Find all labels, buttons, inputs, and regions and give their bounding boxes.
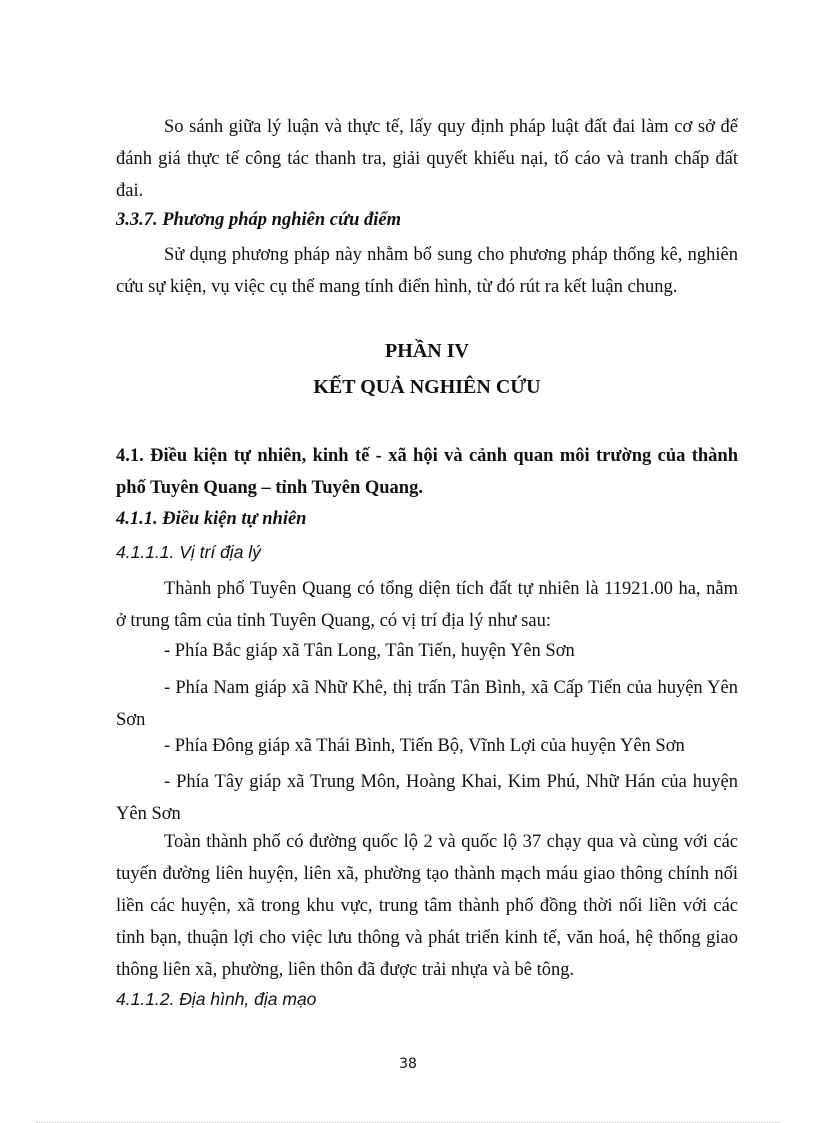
part-subtitle: KẾT QUẢ NGHIÊN CỨU <box>313 376 541 398</box>
heading-4-1: 4.1. Điều kiện tự nhiên, kinh tế - xã hội và cảnh quan môi trường của thành phố Tuyên Quang – tỉnh Tuyên Quang. <box>116 446 738 498</box>
paragraph-comparison: So sánh giữa lý luận và thực tế, lấy quy định pháp luật đất đai làm cơ sở để đánh giá thực tế công tác thanh tra, giải quyết khiếu nại, tố cáo và tranh chấp đất đai. <box>116 117 738 201</box>
bullet-south: - Phía Nam giáp xã Nhữ Khê, thị trấn Tân Bình, xã Cấp Tiến của huyện Yên Sơn <box>116 678 738 730</box>
paragraph-transport: Toàn thành phố có đường quốc lộ 2 và quốc lộ 37 chạy qua và cùng với các tuyến đường liên huyện, liên xã, phường tạo thành mạch máu giao thông chính nối liền các huyện, xã trong khu vực, trung tâm thành phố đồng thời nối liền với các tỉnh bạn, thuận lợi cho việc lưu thông và phát triển kinh tế, văn hoá, hệ thống giao thông liên xã, phường, liên thôn đã được trải nhựa và bê tông. <box>116 832 738 980</box>
page-number: 38 <box>399 1056 417 1072</box>
part-title: PHẦN IV <box>385 340 469 362</box>
heading-3-3-7: 3.3.7. Phương pháp nghiên cứu điểm <box>116 210 401 230</box>
bullet-east: - Phía Đông giáp xã Thái Bình, Tiến Bộ, Vĩnh Lợi của huyện Yên Sơn <box>164 736 685 756</box>
paragraph-area: Thành phố Tuyên Quang có tổng diện tích đất tự nhiên là 11921.00 ha, nằm ở trung tâm của tỉnh Tuyên Quang, có vị trí địa lý như sau: <box>116 579 738 631</box>
heading-4-1-1: 4.1.1. Điều kiện tự nhiên <box>116 509 307 529</box>
bullet-west: - Phía Tây giáp xã Trung Môn, Hoàng Khai, Kim Phú, Nhữ Hán của huyện Yên Sơn <box>116 772 738 824</box>
heading-4-1-1-1: 4.1.1.1. Vị trí địa lý <box>116 542 261 562</box>
bullet-north: - Phía Bắc giáp xã Tân Long, Tân Tiến, huyện Yên Sơn <box>164 641 575 661</box>
heading-4-1-1-2: 4.1.1.2. Địa hình, địa mạo <box>116 989 317 1009</box>
paragraph-method: Sử dụng phương pháp này nhằm bổ sung cho phương pháp thống kê, nghiên cứu sự kiện, vụ việc cụ thể mang tính điển hình, từ đó rút ra kết luận chung. <box>116 245 738 297</box>
